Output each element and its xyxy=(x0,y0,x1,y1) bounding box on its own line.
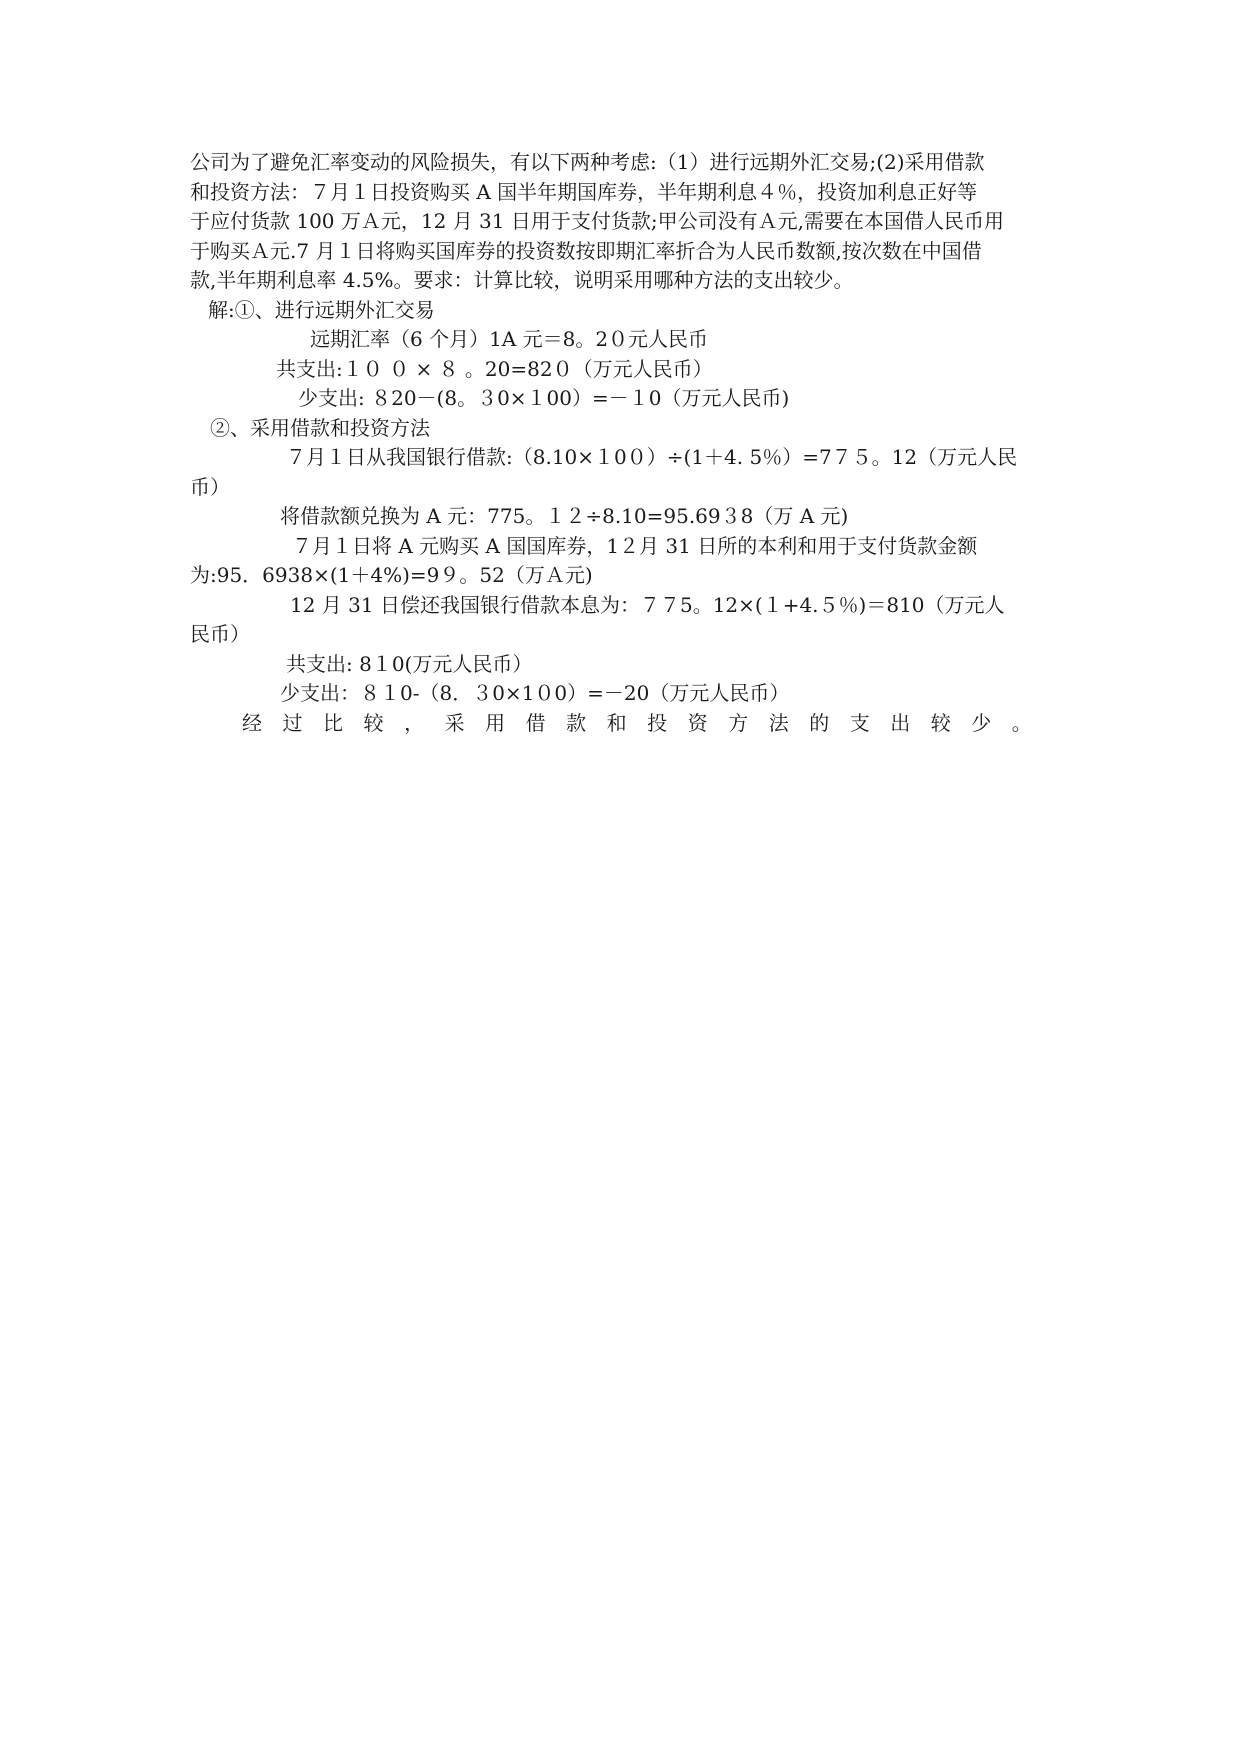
borrow-line-b: 币） xyxy=(190,474,230,499)
conclusion-text xyxy=(242,709,1032,739)
conclusion-char: 过 xyxy=(282,710,303,735)
conclusion-char: 法 xyxy=(768,710,789,735)
conclusion-char: 经 xyxy=(242,710,262,735)
conclusion-char: 投 xyxy=(647,710,668,735)
solution-header: 解:①、进行远期外汇交易 xyxy=(208,297,435,322)
problem-line-3: 于应付货款 100 万Ａ元，12 月 31 日用于支付货款;甲公司没有Ａ元,需要在本国借人民币用 xyxy=(190,209,1004,233)
convert-line: 将借款额兑换为 A 元：775。１２÷8.10=95.69３8（万 A 元) xyxy=(280,504,849,528)
problem-line-1: 公司为了避免汇率变动的风险损失，有以下两种考虑:（1）进行远期外汇交易;(2)采用借款 xyxy=(190,150,985,174)
conclusion-char: 用 xyxy=(485,710,506,735)
borrow-line-a: ７月１日从我国银行借款:（8.10×１0０）÷(1＋4. 5％）=7７５。12（万元人民 xyxy=(286,445,1018,469)
total-expense-borrow: 共支出: 8１0(万元人民币） xyxy=(286,651,533,676)
repay-line-b: 民币） xyxy=(190,622,250,646)
conclusion-char: 。 xyxy=(1011,710,1032,735)
conclusion-char: 的 xyxy=(809,710,830,735)
conclusion-char: 方 xyxy=(728,710,749,735)
conclusion-char: ， xyxy=(404,710,425,735)
conclusion-char: 和 xyxy=(606,710,627,735)
conclusion-char: 支 xyxy=(849,710,870,735)
conclusion-char: 采 xyxy=(444,710,465,735)
conclusion-char: 较 xyxy=(930,710,951,735)
repay-line-a: 12 月 31 日偿还我国银行借款本息为：７７5。12×(１+4.５％)＝810（万元人 xyxy=(290,592,1005,617)
conclusion-char: 借 xyxy=(525,710,546,735)
document-body xyxy=(190,148,1060,738)
conclusion-char: 资 xyxy=(687,710,708,735)
conclusion-char: 出 xyxy=(890,710,911,735)
conclusion-char: 比 xyxy=(323,710,344,735)
problem-line-4: 于购买Ａ元.7 月１日将购买国库券的投资数按即期汇率折合为人民币数额,按次数在中国借 xyxy=(190,238,982,263)
conclusion-char: 较 xyxy=(363,710,384,735)
total-expense-forward: 共支出:１０ ０ × ８ 。20=82０（万元人民币） xyxy=(276,356,713,381)
less-expense-borrow: 少支出：８１0-（8．３0×1０0）=－20（万元人民币） xyxy=(280,681,790,705)
problem-line-5: 款,半年期利息率 4.5%。要求：计算比较，说明采用哪种方法的支出较少。 xyxy=(190,268,854,292)
invest-line-a: ７月１日将 A 元购买 A 国国库券，1２月 31 日所的本利和用于支付货款金额 xyxy=(292,533,978,558)
method2-header: ②、采用借款和投资方法 xyxy=(210,415,430,440)
conclusion-line xyxy=(190,709,1060,739)
invest-line-b: 为:95．6938×(1＋4%)=9９。52（万Ａ元) xyxy=(190,563,593,587)
less-expense-forward: 少支出: ８20－(8。３0×１00）=－１0（万元人民币) xyxy=(298,386,790,410)
conclusion-char: 款 xyxy=(566,710,587,735)
problem-line-2: 和投资方法：７月１日投资购买 A 国半年期国库券，半年期利息４％，投资加利息正好等 xyxy=(190,179,978,204)
conclusion-char: 少 xyxy=(971,710,992,735)
forward-rate-line: 远期汇率（6 个月）1A 元＝8。2０元人民币 xyxy=(310,327,709,351)
